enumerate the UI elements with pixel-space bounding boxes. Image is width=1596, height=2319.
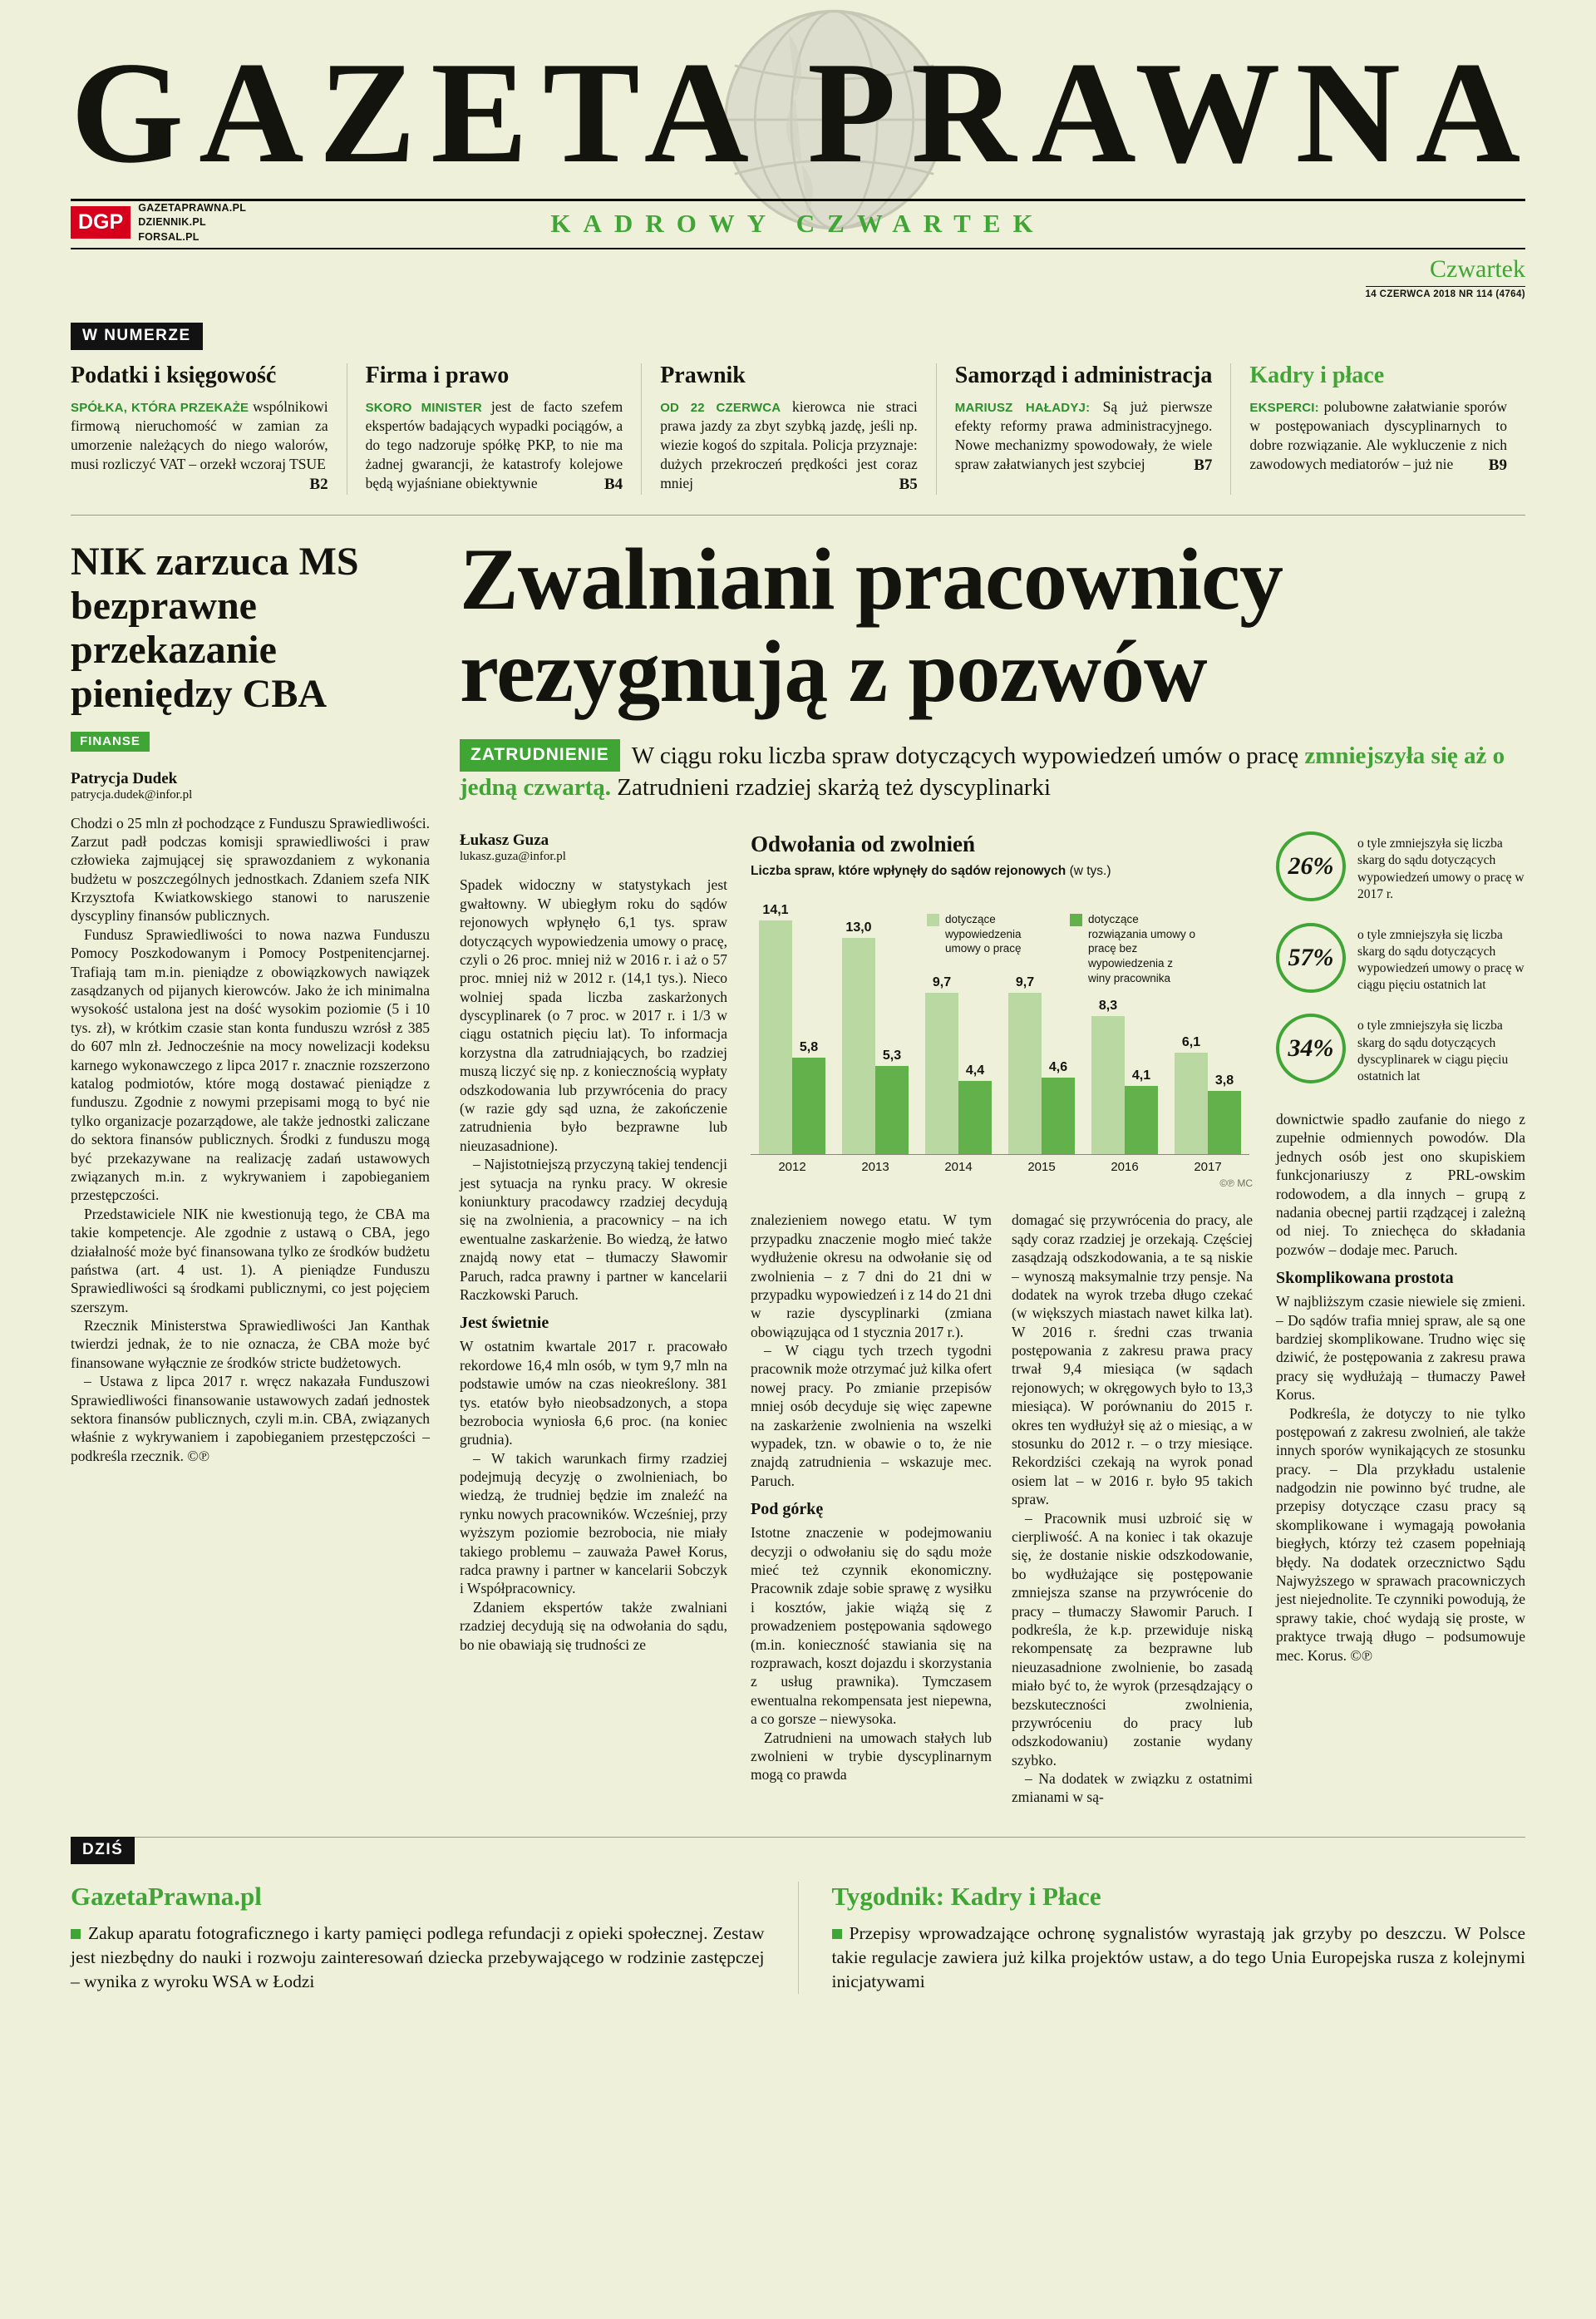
- bar-column: [875, 1048, 909, 1154]
- bar: [1125, 1086, 1158, 1154]
- stat-list: [1276, 831, 1525, 1085]
- in-this-issue-grid: [71, 363, 1525, 496]
- teaser-leadin: OD 22 CZERWCA: [660, 400, 781, 415]
- standfirst-text: Zatrudnieni rzadziej skarżą też dyscyplinarki: [611, 774, 1052, 802]
- bar-column: [1208, 1073, 1241, 1154]
- bar-value-label: 13,0: [845, 920, 872, 935]
- today-heading: GazetaPrawna.pl: [71, 1881, 262, 1911]
- bar-value-label: 9,7: [1015, 975, 1035, 990]
- site-item: DZIENNIK.PL: [138, 216, 206, 228]
- teaser-text: jest de facto szefem ekspertów badających wypadki pociągów, a do tego nadzoruje spółkę PKP, to nie ma żadnej gwarancji, że katastrofy kolejowe będą wyjaśniane obiektywnie: [365, 397, 623, 492]
- page-ref: B5: [899, 476, 918, 494]
- section-tag-finanse: FINANSE: [71, 732, 150, 752]
- bar: [1175, 1053, 1208, 1154]
- teaser-leadin: EKSPERCI:: [1249, 400, 1319, 415]
- bar-column: [1008, 975, 1042, 1154]
- bar: [958, 1081, 992, 1154]
- page-ref: B4: [604, 476, 623, 494]
- teaser-text: kierowca nie straci prawa jazdy za zbyt szybką jazdę, jeśli np. wiezie kogoś do szpitala. Policja przyznaje: dużych przekroczeń prędkości jest coraz mniej: [660, 397, 918, 492]
- article-paragraph: – Najistotniejszą przyczyną takiej tendencji jest sytuacja na rynku pracy. W okresie koniunktury pracodawcy rzadziej decydują się na zwolnienia, a pracownicy – na ich ewentualne zaskarżenie. Bo wiedzą, że łatwo znajdą nowy etat – tłumaczy Sławomir Paruch, radca prawny i partner w kancelarii Raczkowski Paruch.: [460, 1156, 727, 1303]
- page-ref: B2: [309, 476, 328, 494]
- article-subhead: Pod górkę: [751, 1500, 824, 1519]
- section-teaser: [1249, 397, 1507, 474]
- bar-column: [1091, 999, 1125, 1154]
- date-block: [71, 256, 1525, 301]
- stat-text: o tyle zmniejszyła się liczba skarg do sądu dotyczących dyscyplinarek w ciągu pięciu ostatnich lat: [1357, 1019, 1509, 1083]
- teaser-text: polubowne załatwianie sporów w postępowaniach dyscyplinarnych to dobre rozwiązanie. Ale wykluczenie z nich zawodowych mediatorów – już nie: [1249, 397, 1507, 473]
- section-teaser: [71, 397, 328, 494]
- section-teaser: [955, 397, 1213, 474]
- article-paragraph: W ostatnim kwartale 2017 r. pracowało rekordowe 16,4 mln osób, w tym 9,7 mln na podstawie umów na czas nieokreślony. 381 tys. etatów było nieobsadzonych, a stopa bezrobocia wyniosła 6,6 proc. (na koniec grudnia).: [460, 1338, 727, 1448]
- article-paragraph: – Na dodatek w związku z ostatnimi zmianami w są-: [1012, 1770, 1253, 1806]
- article-subhead: Skomplikowana prostota: [1276, 1269, 1454, 1288]
- today-label: DZIŚ: [71, 1837, 135, 1864]
- site-item: FORSAL.PL: [138, 230, 200, 243]
- bar-value-label: 5,3: [882, 1048, 902, 1063]
- lead-article: [460, 530, 1525, 1807]
- summary-item-kadry: [1230, 363, 1525, 496]
- chart-credit: ©℗ MC: [1219, 1177, 1253, 1190]
- stat-item: [1276, 1014, 1525, 1085]
- article-middle-columns: [751, 1211, 1253, 1807]
- stat-value: 34%: [1288, 1034, 1334, 1063]
- bar: [1042, 1078, 1075, 1154]
- article-paragraph: Podkreśla, że dotyczy to nie tylko postępowań z zakresu zwolnień, ale także innych sporów wynikających ze stosunku pracy. – Dla przykładu ustalenie nadgodzin nie powinno być trudne, ale przepisy dotyczące czasu pracy są skomplikowane i wymagają powołania biegłych, którzy też czasem popełniają błędy. Na dodatek orzecznictwo Sądu Najwyższego w sprawach pracowniczych jest niejednolite. Te czynniki powodują, że sprawy takie, choć wydają się proste, w praktyce trwają długo – podsumowuje mec. Korus. ©℗: [1276, 1404, 1525, 1664]
- chart-title: Odwołania od zwolnień: [751, 831, 976, 857]
- section-title: Podatki i księgowość: [71, 362, 277, 388]
- x-axis-label: 2012: [778, 1160, 806, 1175]
- page-ref: B7: [1194, 456, 1213, 475]
- bar-column: [1125, 1068, 1158, 1154]
- stat-item: [1276, 923, 1525, 994]
- bar: [1208, 1091, 1241, 1154]
- stat-circle: [1276, 923, 1346, 993]
- today-teaser: Przepisy wprowadzające ochronę sygnalistów wyrastają jak grzyby po deszczu. W Polsce takie regulacje zawiera już kilka projektów ustaw, a do tego Unia Europejska rusza z kolejnymi inicjatywami: [831, 1922, 1525, 1991]
- x-axis-label: 2014: [944, 1160, 973, 1175]
- legend-swatch-icon: [927, 914, 939, 926]
- today-heading: Tygodnik: Kadry i Płace: [831, 1881, 1101, 1911]
- teaser-leadin: MARIUSZ HAŁADYJ:: [954, 400, 1091, 415]
- bar-value-label: 9,7: [932, 975, 952, 990]
- masthead: [71, 22, 1536, 301]
- x-axis-label: 2013: [861, 1160, 889, 1175]
- stat-circle: [1276, 831, 1346, 901]
- article-paragraph: Rzecznik Ministerstwa Sprawiedliwości Jan Kanthak twierdzi jednak, że to nie oznacza, że CBA może być finansowane wyłącznie ze środków stricte budżetowych.: [71, 1317, 430, 1371]
- article-paragraph: Zdaniem ekspertów także zwalniani rzadziej decydują się na odwołania do sądu, bo nie obawiają się trudności ze: [460, 1598, 727, 1653]
- chart-canvas: [751, 887, 1253, 1174]
- today-text: [71, 1922, 765, 1994]
- article-paragraph: – W takich warunkach firmy rzadziej podejmują decyzję o zwolnieniach, bo wiedzą, że trudniej będzie im znaleźć na rynku nowych pracowników. Wcześniej, przy wyższym poziomie bezrobocia, nie miały takiego problemu – zauważa Paweł Korus, radca prawny i partner w kancelarii Sobczyk i Współpracownicy.: [460, 1449, 727, 1597]
- chart-subtitle-text: Liczba spraw, które wpłynęły do sądów rejonowych: [751, 864, 1066, 879]
- bar: [1008, 993, 1042, 1154]
- today-item-gazetaprawna: [71, 1882, 798, 1994]
- article-body: [460, 831, 1525, 1807]
- bar-column: [925, 975, 958, 1154]
- article-middle: [751, 831, 1253, 1807]
- dgp-logo: [71, 201, 246, 245]
- main-content: [71, 515, 1525, 1807]
- bar-value-label: 8,3: [1098, 999, 1118, 1014]
- bar-column: [792, 1040, 825, 1154]
- in-this-issue-section: [71, 323, 1525, 496]
- today-text: [832, 1922, 1526, 1994]
- bar: [1091, 1016, 1125, 1154]
- article-paragraph: – W ciągu tych trzech tygodni pracownik może otrzymać już kilka ofert nowej pracy. Po zmianie przepisów mniej osób decyduje się więc zapewne na zaskarżenie zwolnienia na wszelki wypadek, tzn. w obawie o to, że nie znajdą zatrudnienia – wskazuje mec. Paruch.: [751, 1342, 992, 1489]
- page-ref: B9: [1488, 456, 1507, 475]
- edition-bar: [71, 199, 1525, 249]
- x-axis-label: 2016: [1111, 1160, 1139, 1175]
- legend-label: dotyczące rozwiązania umowy o pracę bez wypowiedzenia z winy pracownika: [1088, 913, 1196, 984]
- bar-value-label: 5,8: [799, 1040, 819, 1055]
- summary-item-prawnik: [641, 363, 936, 496]
- lead-article-standfirst: [460, 739, 1525, 804]
- today-item-tygodnik: [798, 1882, 1526, 1994]
- x-axis-label: 2015: [1027, 1160, 1056, 1175]
- article-paragraph: Przedstawiciele NIK nie kwestionują tego, że CBA ma takie kompetencje. Ale zgodnie z ustawą o CBA, jego działalność może być finansowana tylko ze środków budżetu państwa (art. 4 ust. 1). A pieniądze Funduszu Sprawiedliwości są środkami publicznymi, co jest pojęciem szerszym.: [71, 1205, 430, 1315]
- bar-value-label: 4,1: [1131, 1068, 1151, 1083]
- bar-column: [1042, 1060, 1075, 1154]
- article-paragraph: Fundusz Sprawiedliwości to nowa nazwa Funduszu Pomocy Poszkodowanym i Pomocy Postpenitencjarnej. Trafiają tam m.in. pieniądze z obowiązkowych nawiązek zasądzanych od pijanych kierowców. Jako że ich minimalna wysokość ustalona jest na dość wysokim poziomie (5 i 10 tys. zł), w krótkim czasie stan konta funduszu wzrósł z 385 do 607 mln zł. Jednocześnie na mocy nowelizacji kodeksu karnego wykonawczego z lipca 2017 r. znacznie rozszerzono katalog podmiotów, które mogą dostawać pieniądze z funduszu. Zgodnie z nowymi przepisami mogą to być nie tylko organizacje pozarządowe, ale także jednostki zaliczane do sektora finansów publicznych. Środki z funduszu mogą być przekazywane na realizację zadań ustawowych związanych m.in. z wykrywaniem i zapobieganiem przestępczości.: [71, 925, 430, 1204]
- bar-value-label: 4,6: [1048, 1060, 1068, 1075]
- chart-bar-group: [834, 887, 917, 1174]
- article-paragraph: – Pracownik musi uzbroić się w cierpliwość. A na koniec i tak okazuje się, że dostanie niskie odszkodowanie, bo wydłużające się postępowanie zmniejsza szanse na przywrócenie do pracy – tłumaczy Sławomir Paruch. I podkreśla, że k.p. przewiduje niską rekompensatę za bezprawne lub nieuzasadnione zwolnienie, bo zasadą miało być to, że wyrok (przesądzający o bezskuteczności zwolnienia, przywróceniu do pracy lub odszkodowaniu) zostanie wydany szybko.: [1012, 1509, 1253, 1769]
- bar: [792, 1058, 825, 1154]
- author-name: Patrycja Dudek: [71, 769, 178, 787]
- today-grid: [71, 1882, 1525, 1994]
- section-title: Prawnik: [660, 362, 746, 388]
- article-paragraph: Zatrudnieni na umowach stałych lub zwolnieni w trybie dyscyplinarnym mogą co prawda: [751, 1729, 992, 1784]
- article-paragraph: W najbliższym czasie niewiele się zmieni. – Do sądów trafia mniej spraw, ale są one bardziej skomplikowane. Trudno więc się dziwić, że postępowania z zakresu prawa pracy się wydłużają – tłumaczy Paweł Korus.: [1276, 1293, 1525, 1404]
- bar: [875, 1066, 909, 1154]
- article-paragraph: Spadek widoczny w statystykach jest gwałtowny. W ubiegłym roku do sądów rejonowych wpłynęło 6,1 tys. spraw dotyczących wypowiedzenia umowy o pracę, czyli o 26 proc. mniej niż w 2016 r. i aż o 57 proc. mniej niż w 2012 r. (14,1 tys.). Nieco wolniej spada liczba zaskarżonych dyscyplinarek (o 7 proc. w 2017 r. i 1/3 w ciągu ostatnich pięciu lat). To informacja korzystna dla zatrudniających, bo rzadziej muszą liczyć się np. z koniecznością wypłaty odszkodowania lub przywrócenia do pracy (w razie gdy sąd uzna, że zakończenie zatrudnienia było bezprawne lub nieuzasadnione).: [460, 876, 727, 1154]
- article-text: [460, 876, 727, 1654]
- stat-value: 57%: [1288, 943, 1334, 971]
- teaser-text: wspólnikowi firmową nieruchomość w zamian za umorzenie należących do niego walorów, musi rozliczyć VAT – orzekł wczoraj TSUE: [71, 397, 328, 473]
- article-column-1: [460, 831, 727, 1807]
- legend-item: [927, 912, 1053, 985]
- site-item: GAZETAPRAWNA.PL: [138, 201, 247, 214]
- brand-title: GAZETA PRAWNA: [71, 32, 1536, 193]
- summary-item-samorzad: [936, 363, 1231, 496]
- bar: [759, 920, 792, 1154]
- section-teaser: [366, 397, 623, 493]
- weekday-label: Czwartek: [1430, 255, 1525, 283]
- article-subhead: Jest świetnie: [460, 1314, 549, 1333]
- in-this-issue-label: W NUMERZE: [71, 323, 203, 350]
- article-paragraph: Chodzi o 25 mln zł pochodzące z Funduszu Sprawiedliwości. Zarzut padł podczas komisji sprawiedliwości i praw człowieka zajmującej się sprawozdaniem z wykonania budżetu w poszczególnych jednostkach. Zdaniem szefa NIK Krzysztofa Kwiatkowskiego stanowi to naruszenie dyscypliny finansów publicznych.: [71, 814, 430, 925]
- section-tag-zatrudnienie: ZATRUDNIENIE: [460, 739, 620, 772]
- bar-value-label: 4,4: [965, 1063, 985, 1078]
- lead-article-headline: Zwalniani pracownicy rezygnują z pozwów: [460, 530, 1283, 720]
- bar-column: [842, 920, 875, 1154]
- left-article-headline: NIK zarzuca MS bezprawne przekazanie pieniędzy CBA: [71, 540, 359, 716]
- bar-value-label: 14,1: [762, 903, 789, 918]
- article-column-4: [1276, 1110, 1525, 1665]
- x-axis-label: 2017: [1194, 1160, 1222, 1175]
- section-title: Samorząd i administracja: [954, 362, 1213, 388]
- summary-item-firma: [347, 363, 642, 496]
- summary-item-podatki: [71, 363, 347, 496]
- bar: [842, 938, 875, 1154]
- article-column-2: [751, 1211, 992, 1807]
- author-email: lukasz.guza@infor.pl: [460, 850, 566, 864]
- teaser-leadin: SKORO MINISTER: [365, 400, 482, 415]
- stat-item: [1276, 831, 1525, 903]
- bullet-square-icon: [71, 1929, 81, 1939]
- article-paragraph: – Ustawa z lipca 2017 r. wręcz nakazała Funduszowi Sprawiedliwości finansowanie ustawowych zadań jednostek sektora finansów publicznych, czyli m.in. CBA, związanych właśnie z wykrywaniem i zapobieganiem przestępczości – podkreśla rzecznik. ©℗: [71, 1373, 430, 1464]
- bar-column: [1175, 1035, 1208, 1154]
- bar: [925, 993, 958, 1154]
- legend-label: dotyczące wypowiedzenia umowy o pracę: [945, 913, 1022, 955]
- legend-item: [1070, 912, 1196, 985]
- article-paragraph: znalezieniem nowego etatu. W tym przypadku znaczenie mogło mieć także wydłużenie okresu na odwołanie się od zwolnienia – z 7 dni do 21 dni w przypadku wypowiedzeń i z 14 do 21 dni w razie dyscyplinarki (zmiana obowiązująca od 1 stycznia 2017 r.).: [751, 1211, 992, 1340]
- teaser-text: Są już pierwsze efekty reformy prawa administracyjnego. Nowe mechanizmy spowodowały, że wiele spraw załatwianych jest szybciej: [954, 397, 1213, 473]
- article-paragraph: domagać się przywrócenia do pracy, ale sądy coraz rzadziej je orzekają. Częściej zasądzają odszkodowania, a te są niskie – wynoszą maksymalnie trzy pensje. Na dodatek na wyrok trzeba długo czekać (w większych miastach nawet kilka lat). W 2016 r. średni czas trwania postępowania z zakresu prawa pracy trwał 9,4 miesiąca (w sądach rejonowych; w okręgowych było to 13,3 miesiąca). W porównaniu do 2015 r. okres ten wydłużył się aż o miesiąc, a w stosunku do 2012 r. – o trzy miesiące. Rekordziści czekają na wyrok ponad osiem lat – w 2016 r. było 95 takich spraw.: [1012, 1211, 1253, 1508]
- left-article-body: [71, 814, 430, 1466]
- today-section: [71, 1837, 1525, 1994]
- stat-text: o tyle zmniejszyła się liczba skarg do sądu dotyczących wypowiedzeń umowy o pracę w 2017 r.: [1357, 836, 1525, 901]
- bar-column: [759, 903, 792, 1154]
- standfirst-text: W ciągu roku liczba spraw dotyczących wypowiedzeń umów o pracę: [631, 742, 1305, 769]
- legend-swatch-icon: [1070, 914, 1082, 926]
- dismissals-chart: [751, 831, 1253, 1189]
- chart-unit: (w tys.): [1069, 864, 1111, 879]
- section-title: Kadry i płace: [1249, 362, 1385, 388]
- bar-value-label: 6,1: [1181, 1035, 1201, 1050]
- today-teaser: Zakup aparatu fotograficznego i karty pamięci podlega refundacji z opieki społecznej. Zestaw jest niezbędny do nauki i rozwoju zainteresowań dziecka przebywającego w rodzinie zastępczej – wynika z wyroku WSA w Łodzi: [71, 1922, 765, 1991]
- issue-date: 14 CZERWCA 2018 NR 114 (4764): [1366, 286, 1526, 299]
- standfirst-highlight: zmniejszyła się aż o jedną czwartą.: [460, 742, 1505, 802]
- bar-column: [958, 1063, 992, 1154]
- stat-value: 26%: [1288, 852, 1334, 881]
- stat-text: o tyle zmniejszyła się liczba skarg do sądu dotyczących wypowiedzeń umowy o pracę w ciągu pięciu ostatnich lat: [1357, 927, 1525, 993]
- section-teaser: [660, 397, 918, 493]
- article-paragraph: Istotne znaczenie w podejmowaniu decyzji o odwołaniu się do sądu może mieć też czynnik ekonomiczny. Pracownik zdaje sobie sprawę z wysiłku i kosztów, jakie wiążą się z prowadzeniem postępowania sądowego (m.in. konieczność stawiania się na rozprawach, koszt dojazdu i skorzystania z usług prawnika). Tymczasem ewentualna rekompensata jest niepewna, a co gorsze – niewysoka.: [751, 1524, 992, 1728]
- article-column-3: [1012, 1211, 1253, 1807]
- stat-circle: [1276, 1014, 1346, 1083]
- dgp-logo-box: DGP: [71, 206, 131, 239]
- bullet-square-icon: [832, 1929, 842, 1939]
- chart-subtitle: [751, 864, 1253, 879]
- chart-bar-group: [751, 887, 834, 1174]
- site-list: [138, 201, 246, 245]
- section-title: Firma i prawo: [365, 362, 510, 388]
- edition-title: KADROWY CZWARTEK: [550, 209, 1046, 238]
- left-article: [71, 540, 430, 1807]
- teaser-leadin: SPÓŁKA, KTÓRA PRZEKAŻE: [71, 400, 249, 415]
- author-email: patrycja.dudek@infor.pl: [71, 787, 193, 802]
- article-right: [1276, 831, 1525, 1807]
- bar-value-label: 3,8: [1214, 1073, 1234, 1088]
- author-name: Łukasz Guza: [460, 831, 549, 850]
- chart-legend: [927, 912, 1196, 985]
- article-paragraph: downictwie spadło zaufanie do niego z zupełnie odmiennych powodów. Dla jednych osób jest ono skupiskiem funkcjonariuszy z PRL-owskim rodowodem, a dla innych – grupą z nadania obecnej partii rządzącej i zależną od niej. To zniechęca do składania pozwów – dodaje mec. Paruch.: [1276, 1111, 1525, 1258]
